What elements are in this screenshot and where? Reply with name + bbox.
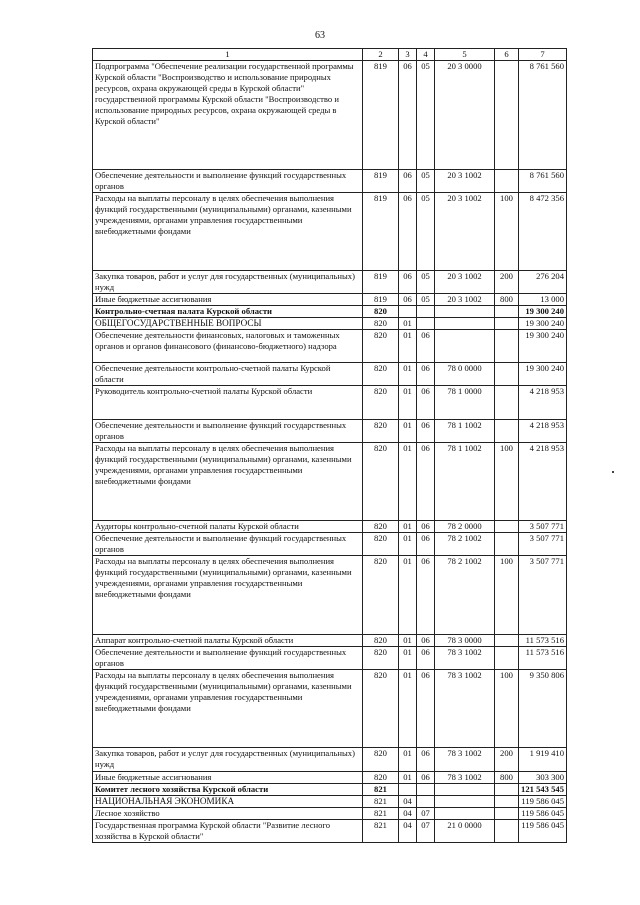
- row-section: 06: [399, 170, 417, 193]
- row-subsection: [417, 784, 435, 796]
- header-col-1: 1: [93, 49, 363, 61]
- row-ministry-code: 820: [363, 306, 399, 318]
- row-amount: 9 350 806: [519, 670, 567, 748]
- row-expense-type: 800: [495, 294, 519, 306]
- scan-mark: [612, 471, 614, 473]
- header-col-3: 3: [399, 49, 417, 61]
- row-target-article: [435, 784, 495, 796]
- row-subsection: 07: [417, 808, 435, 820]
- table-row: [93, 670, 567, 748]
- table-row: [93, 796, 567, 808]
- row-amount: 8 761 560: [519, 61, 567, 170]
- row-amount: 4 218 953: [519, 420, 567, 443]
- row-section: 01: [399, 533, 417, 556]
- row-target-article: [435, 306, 495, 318]
- row-subsection: 06: [417, 533, 435, 556]
- row-name: Обеспечение деятельности и выполнение функций государственных органов: [93, 420, 363, 443]
- row-subsection: 06: [417, 556, 435, 635]
- table-row: [93, 748, 567, 772]
- row-subsection: 06: [417, 647, 435, 670]
- row-name: ОБЩЕГОСУДАРСТВЕННЫЕ ВОПРОСЫ: [93, 318, 363, 330]
- row-name: Подпрограмма "Обеспечение реализации государственной программы Курской области "Воспроизводство и использование природных ресурсов, охрана окружающей среды в Курской области" государственной программы Курской области "Воспроизводство и использование природных ресурсов, охрана окружающей среды в Курской области": [93, 61, 363, 170]
- row-ministry-code: 821: [363, 820, 399, 843]
- row-section: 06: [399, 294, 417, 306]
- row-name: НАЦИОНАЛЬНАЯ ЭКОНОМИКА: [93, 796, 363, 808]
- row-ministry-code: 820: [363, 330, 399, 363]
- row-subsection: 06: [417, 521, 435, 533]
- row-subsection: 05: [417, 170, 435, 193]
- row-section: 06: [399, 271, 417, 294]
- table-row: [93, 820, 567, 843]
- row-ministry-code: 820: [363, 443, 399, 521]
- row-name: Обеспечение деятельности и выполнение функций государственных органов: [93, 647, 363, 670]
- row-name: Руководитель контрольно-счетной палаты Курской области: [93, 386, 363, 420]
- row-section: [399, 306, 417, 318]
- row-name: Обеспечение деятельности финансовых, налоговых и таможенных органов и органов финансового (финансово-бюджетного) надзора: [93, 330, 363, 363]
- row-expense-type: 100: [495, 670, 519, 748]
- row-subsection: 05: [417, 193, 435, 271]
- row-section: 01: [399, 443, 417, 521]
- row-amount: 3 507 771: [519, 521, 567, 533]
- row-ministry-code: 821: [363, 808, 399, 820]
- row-section: 01: [399, 635, 417, 647]
- row-target-article: 78 0 0000: [435, 363, 495, 386]
- table-row: [93, 306, 567, 318]
- row-target-article: [435, 808, 495, 820]
- row-target-article: [435, 318, 495, 330]
- row-amount: 4 218 953: [519, 386, 567, 420]
- row-target-article: 20 3 1002: [435, 271, 495, 294]
- row-amount: 3 507 771: [519, 533, 567, 556]
- row-section: 01: [399, 772, 417, 784]
- row-target-article: 20 3 0000: [435, 61, 495, 170]
- row-amount: 119 586 045: [519, 796, 567, 808]
- row-amount: 4 218 953: [519, 443, 567, 521]
- row-name: Расходы на выплаты персоналу в целях обеспечения выполнения функций государственными (муниципальными) органами, казенными учреждениями, органами управления государственными внебюджетными фондами: [93, 193, 363, 271]
- row-name: Расходы на выплаты персоналу в целях обеспечения выполнения функций государственными (муниципальными) органами, казенными учреждениями, органами управления государственными внебюджетными фондами: [93, 443, 363, 521]
- row-section: 01: [399, 647, 417, 670]
- row-ministry-code: 820: [363, 318, 399, 330]
- row-subsection: 06: [417, 443, 435, 521]
- row-amount: 19 300 240: [519, 318, 567, 330]
- row-subsection: 06: [417, 772, 435, 784]
- row-target-article: [435, 330, 495, 363]
- row-amount: 11 573 516: [519, 635, 567, 647]
- row-amount: 8 761 560: [519, 170, 567, 193]
- row-target-article: 78 2 0000: [435, 521, 495, 533]
- row-amount: 121 543 545: [519, 784, 567, 796]
- page-number: 63: [315, 30, 325, 41]
- row-name: Расходы на выплаты персоналу в целях обеспечения выполнения функций государственными (муниципальными) органами, казенными учреждениями, органами управления государственными внебюджетными фондами: [93, 670, 363, 748]
- row-target-article: 20 3 1002: [435, 193, 495, 271]
- table-row: [93, 635, 567, 647]
- table-row: [93, 808, 567, 820]
- row-subsection: 06: [417, 635, 435, 647]
- header-col-4: 4: [417, 49, 435, 61]
- row-expense-type: 100: [495, 443, 519, 521]
- row-target-article: 78 3 1002: [435, 647, 495, 670]
- row-target-article: 20 3 1002: [435, 170, 495, 193]
- row-subsection: 06: [417, 363, 435, 386]
- table-row: [93, 533, 567, 556]
- row-subsection: 06: [417, 330, 435, 363]
- row-section: 01: [399, 363, 417, 386]
- row-section: 01: [399, 521, 417, 533]
- row-ministry-code: 820: [363, 635, 399, 647]
- row-subsection: 06: [417, 748, 435, 772]
- row-name: Аппарат контрольно-счетной палаты Курской области: [93, 635, 363, 647]
- row-expense-type: [495, 647, 519, 670]
- row-expense-type: 800: [495, 772, 519, 784]
- row-expense-type: [495, 330, 519, 363]
- row-target-article: [435, 796, 495, 808]
- row-section: 01: [399, 318, 417, 330]
- row-name: Расходы на выплаты персоналу в целях обеспечения выполнения функций государственными (муниципальными) органами, казенными учреждениями, органами управления государственными внебюджетными фондами: [93, 556, 363, 635]
- row-amount: 119 586 045: [519, 820, 567, 843]
- table-row: [93, 772, 567, 784]
- table-row: [93, 784, 567, 796]
- row-target-article: 78 3 0000: [435, 635, 495, 647]
- row-section: 01: [399, 330, 417, 363]
- row-ministry-code: 819: [363, 271, 399, 294]
- table-row: [93, 61, 567, 170]
- header-col-7: 7: [519, 49, 567, 61]
- table-row: [93, 330, 567, 363]
- row-name: Лесное хозяйство: [93, 808, 363, 820]
- row-ministry-code: 820: [363, 647, 399, 670]
- header-col-5: 5: [435, 49, 495, 61]
- row-expense-type: [495, 170, 519, 193]
- row-subsection: 05: [417, 271, 435, 294]
- row-name: Аудиторы контрольно-счетной палаты Курской области: [93, 521, 363, 533]
- table-row: [93, 271, 567, 294]
- row-expense-type: [495, 363, 519, 386]
- row-expense-type: [495, 784, 519, 796]
- table-row: [93, 386, 567, 420]
- row-section: 01: [399, 556, 417, 635]
- row-name: Государственная программа Курской области "Развитие лесного хозяйства в Курской области": [93, 820, 363, 843]
- row-ministry-code: 820: [363, 420, 399, 443]
- row-name: Обеспечение деятельности и выполнение функций государственных органов: [93, 533, 363, 556]
- table-row: [93, 170, 567, 193]
- row-amount: 19 300 240: [519, 363, 567, 386]
- table-row: [93, 294, 567, 306]
- row-amount: 276 204: [519, 271, 567, 294]
- row-expense-type: [495, 61, 519, 170]
- row-target-article: 78 3 1002: [435, 772, 495, 784]
- row-ministry-code: 820: [363, 748, 399, 772]
- row-amount: 119 586 045: [519, 808, 567, 820]
- row-section: 06: [399, 61, 417, 170]
- row-subsection: 05: [417, 294, 435, 306]
- row-target-article: 78 3 1002: [435, 670, 495, 748]
- row-name: Закупка товаров, работ и услуг для государственных (муниципальных) нужд: [93, 748, 363, 772]
- row-section: [399, 784, 417, 796]
- row-amount: 11 573 516: [519, 647, 567, 670]
- budget-table: [92, 48, 567, 843]
- row-section: 04: [399, 808, 417, 820]
- row-name: Иные бюджетные ассигнования: [93, 772, 363, 784]
- row-subsection: 06: [417, 386, 435, 420]
- row-section: 01: [399, 748, 417, 772]
- row-name: Иные бюджетные ассигнования: [93, 294, 363, 306]
- row-target-article: 20 3 1002: [435, 294, 495, 306]
- table-header-row: [93, 49, 567, 61]
- row-name: Контрольно-счетная палата Курской области: [93, 306, 363, 318]
- row-target-article: 78 2 1002: [435, 533, 495, 556]
- table-row: [93, 363, 567, 386]
- row-target-article: 78 1 0000: [435, 386, 495, 420]
- row-ministry-code: 819: [363, 193, 399, 271]
- row-amount: 303 300: [519, 772, 567, 784]
- row-section: 04: [399, 820, 417, 843]
- row-section: 01: [399, 386, 417, 420]
- row-target-article: 78 3 1002: [435, 748, 495, 772]
- row-expense-type: [495, 318, 519, 330]
- row-expense-type: [495, 386, 519, 420]
- row-target-article: 78 1 1002: [435, 443, 495, 521]
- row-ministry-code: 819: [363, 294, 399, 306]
- row-amount: 13 000: [519, 294, 567, 306]
- row-subsection: 05: [417, 61, 435, 170]
- row-ministry-code: 820: [363, 363, 399, 386]
- row-target-article: 78 1 1002: [435, 420, 495, 443]
- row-amount: 19 300 240: [519, 330, 567, 363]
- row-ministry-code: 820: [363, 670, 399, 748]
- table-row: [93, 420, 567, 443]
- row-subsection: [417, 318, 435, 330]
- table-row: [93, 443, 567, 521]
- row-subsection: [417, 306, 435, 318]
- table-row: [93, 193, 567, 271]
- table-row: [93, 318, 567, 330]
- row-expense-type: [495, 533, 519, 556]
- header-col-6: 6: [495, 49, 519, 61]
- row-name: Закупка товаров, работ и услуг для государственных (муниципальных) нужд: [93, 271, 363, 294]
- row-section: 06: [399, 193, 417, 271]
- row-amount: 3 507 771: [519, 556, 567, 635]
- row-expense-type: [495, 796, 519, 808]
- row-subsection: [417, 796, 435, 808]
- row-subsection: 06: [417, 670, 435, 748]
- row-amount: 8 472 356: [519, 193, 567, 271]
- row-expense-type: 200: [495, 271, 519, 294]
- row-ministry-code: 820: [363, 772, 399, 784]
- row-name: Комитет лесного хозяйства Курской области: [93, 784, 363, 796]
- row-ministry-code: 821: [363, 796, 399, 808]
- row-section: 01: [399, 420, 417, 443]
- row-expense-type: 200: [495, 748, 519, 772]
- row-target-article: 21 0 0000: [435, 820, 495, 843]
- table-row: [93, 647, 567, 670]
- row-ministry-code: 820: [363, 521, 399, 533]
- row-expense-type: [495, 306, 519, 318]
- row-ministry-code: 819: [363, 61, 399, 170]
- row-expense-type: [495, 808, 519, 820]
- row-section: 04: [399, 796, 417, 808]
- row-ministry-code: 819: [363, 170, 399, 193]
- row-expense-type: [495, 420, 519, 443]
- row-ministry-code: 820: [363, 556, 399, 635]
- row-expense-type: 100: [495, 556, 519, 635]
- row-target-article: 78 2 1002: [435, 556, 495, 635]
- row-ministry-code: 820: [363, 386, 399, 420]
- row-ministry-code: 820: [363, 533, 399, 556]
- row-subsection: 07: [417, 820, 435, 843]
- row-subsection: 06: [417, 420, 435, 443]
- row-name: Обеспечение деятельности контрольно-счетной палаты Курской области: [93, 363, 363, 386]
- row-expense-type: [495, 820, 519, 843]
- table-row: [93, 521, 567, 533]
- row-ministry-code: 821: [363, 784, 399, 796]
- row-expense-type: 100: [495, 193, 519, 271]
- row-expense-type: [495, 521, 519, 533]
- header-col-2: 2: [363, 49, 399, 61]
- row-section: 01: [399, 670, 417, 748]
- row-amount: 1 919 410: [519, 748, 567, 772]
- row-name: Обеспечение деятельности и выполнение функций государственных органов: [93, 170, 363, 193]
- table-row: [93, 556, 567, 635]
- row-expense-type: [495, 635, 519, 647]
- row-amount: 19 300 240: [519, 306, 567, 318]
